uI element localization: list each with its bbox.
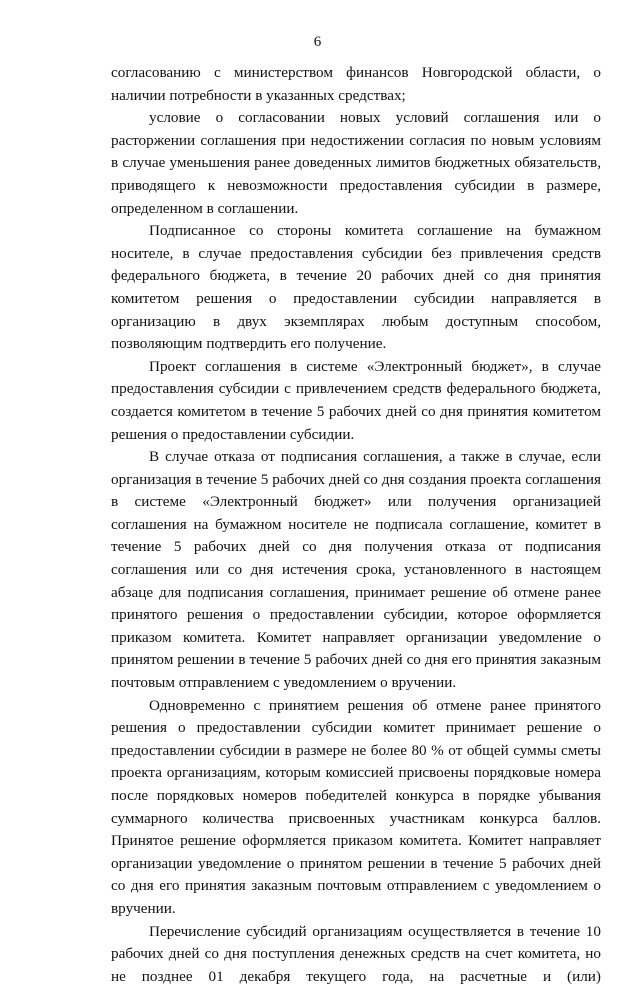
paragraph-4: Проект соглашения в системе «Электронный бюджет», в случае предоставления субсидии с привлечением средств федерального бюджета, создается комитетом в течение 5 рабочих дней со дня принятия комитетом решения о предоставлении субсидии. bbox=[111, 357, 601, 443]
paragraph-7: Перечисление субсидий организациям осуществляется в течение 10 рабочих дней со дня поступления денежных средств на счет комитета, но не позднее 01 декабря текущего года, на расчетные и (или) bbox=[111, 922, 601, 985]
page-number: 6 bbox=[313, 34, 322, 50]
paragraph-1: согласованию с министерством финансов Новгородской области, о наличии потребности в указанных средствах; bbox=[111, 64, 601, 104]
paragraph-5: В случае отказа от подписания соглашения, а также в случае, если организация в течение 5 рабочих дней со дня создания проекта соглашения в системе «Электронный бюджет» или получения организацией соглашения на бумажном носителе не подписала соглашение, комитет в течение 5 рабочих дней со дня получения отказа от подписания соглашения или со дня истечения срока, установленного в настоящем абзаце для подписания соглашения, принимает решение об отмене ранее принятого решения о предоставлении субсидии, которое оформляется приказом комитета. Комитет направляет организации уведомление о принятом решении в течение 5 рабочих дней со дня его принятия заказным почтовым отправлением с уведомлением о вручении. bbox=[111, 448, 601, 692]
paragraph-6: Одновременно с принятием решения об отмене ранее принятого решения о предоставлении субсидии комитет принимает решение о предоставлении субсидии в размере не более 80 % от общей суммы сметы проекта организациям, которым комиссией присвоены порядковые номера после порядковых номеров победителей конкурса в порядке убывания суммарного количества присвоенных участникам конкурса баллов. Принятое решение оформляется приказом комитета. Комитет направляет организации уведомление о принятом решении в течение 5 рабочих дней со дня его принятия заказным почтовым отправлением с уведомлением о вручении. bbox=[111, 696, 601, 917]
paragraph-2: условие о согласовании новых условий соглашения или о расторжении соглашения при недостижении согласия по новым условиям в случае уменьшения ранее доведенных лимитов бюджетных обязательств, приводящего к невозможности предоставления субсидии в размере, определенном в соглашении. bbox=[111, 109, 601, 217]
paragraph-3: Подписанное со стороны комитета соглашение на бумажном носителе, в случае предоставления субсидии без привлечения средств федерального бюджета, в течение 20 рабочих дней со дня принятия комитетом решения о предоставлении субсидии направляется в организацию в двух экземплярах любым доступным способом, позволяющим подтвердить его получение. bbox=[111, 222, 601, 353]
document-body bbox=[111, 62, 601, 988]
